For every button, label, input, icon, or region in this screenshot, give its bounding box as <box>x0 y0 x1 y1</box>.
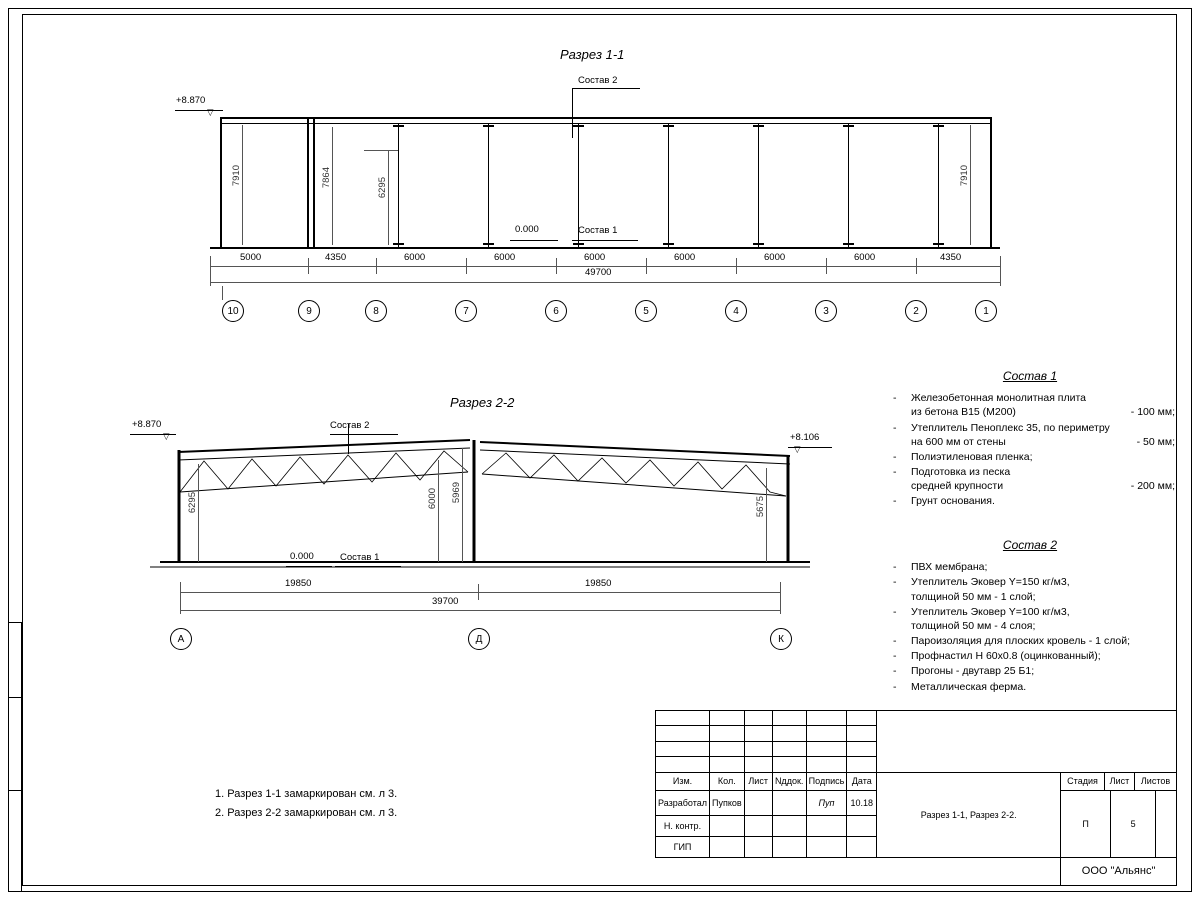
composition-1-item-4 <box>885 494 1175 508</box>
stamp-sheets-header: Листов <box>1140 776 1171 787</box>
section1-dim-h4: 7910 <box>959 165 970 187</box>
composition-2-item-4 <box>885 649 1175 663</box>
section1-dimtick-8 <box>916 258 917 274</box>
section1-cap-2 <box>933 125 944 127</box>
stamp-role-1: Н. контр. <box>656 816 710 837</box>
composition-2-item-1-text: Утеплитель Эковер Y=150 кг/м3, <box>911 576 1070 589</box>
composition-2-item-0-text: ПВХ мембрана; <box>911 561 988 574</box>
section1-dim-h3: 6295 <box>377 177 388 199</box>
section1-callout-top-label: Состав 2 <box>578 75 618 86</box>
stamp-blank <box>772 711 806 726</box>
composition-1-item-4-text: Грунт основания. <box>911 495 995 508</box>
stamp-blank <box>744 757 772 772</box>
stamp-blank <box>744 790 772 816</box>
sheet-left-margin-divider-2 <box>8 790 22 791</box>
section1-base-4 <box>753 243 764 245</box>
bullet-dash-icon: - <box>893 421 897 434</box>
stamp-blank <box>806 757 847 772</box>
composition-2-item-5 <box>885 664 1175 678</box>
stamp-blank <box>744 726 772 741</box>
section1-column-8 <box>398 123 399 247</box>
section1-column-axis9a <box>307 117 309 247</box>
stamp-blank <box>847 741 877 756</box>
section1-column-3 <box>848 123 849 247</box>
title-block <box>655 710 1177 886</box>
section1-axis-bubble-10: 10 <box>222 300 244 322</box>
section2-geometry-svg <box>150 420 810 585</box>
section2-callout-top-label: Состав 2 <box>330 420 370 431</box>
section2-dim-h4: 5675 <box>755 496 766 518</box>
sheet-left-margin-divider-1 <box>8 697 22 698</box>
section2-drawing <box>150 420 800 585</box>
composition-1-item-3 <box>885 465 1175 493</box>
section1-base-3 <box>843 243 854 245</box>
stamp-blank <box>656 741 710 756</box>
section2-dimtick-d <box>478 584 479 600</box>
section1-axis-bubble-2: 2 <box>905 300 927 322</box>
composition-1 <box>885 368 1175 510</box>
section1-cap-4 <box>753 125 764 127</box>
stamp-blank <box>772 741 806 756</box>
section1-dim-h1: 7910 <box>231 165 242 187</box>
section1-title: Разрез 1-1 <box>560 47 625 62</box>
section1-span-5: 6000 <box>674 252 696 263</box>
section2-axis-bubble-a: А <box>170 628 192 650</box>
composition-2-item-3-text: Пароизоляция для плоских кровель - 1 слой; <box>911 635 1131 648</box>
stamp-header-list: Лист <box>744 772 772 790</box>
bullet-dash-icon: - <box>893 680 897 693</box>
section2-axis-bubble-d: Д <box>468 628 490 650</box>
section1-span-1: 4350 <box>325 252 347 263</box>
section1-base-6 <box>573 243 584 245</box>
composition-2-item-1 <box>885 575 1175 603</box>
composition-2-item-2 <box>885 605 1175 633</box>
section1-floor-line <box>210 247 1000 249</box>
stamp-sheets-value <box>1156 791 1176 857</box>
section1-axis-bubble-9: 9 <box>298 300 320 322</box>
section2-level-left-arrow: ▽ <box>163 431 170 441</box>
stamp-blank <box>710 711 745 726</box>
composition-1-item-3-text2: средней крупности <box>911 480 1004 493</box>
section1-level-top: +8.870 <box>176 95 206 106</box>
section1-base-5 <box>663 243 674 245</box>
note-2: 2. Разрез 2-2 замаркирован см. л 3. <box>215 806 398 819</box>
section1-span-2: 6000 <box>404 252 426 263</box>
stamp-header-podpis: Подпись <box>806 772 847 790</box>
bullet-dash-icon: - <box>893 635 897 648</box>
section1-span-0: 5000 <box>240 252 262 263</box>
stamp-stage-header-cell <box>1061 772 1177 790</box>
section1-span-8: 4350 <box>940 252 962 263</box>
section2-dim-h1: 6295 <box>187 492 198 514</box>
section1-dimtick-0 <box>210 256 211 286</box>
stamp-blank <box>847 757 877 772</box>
composition-2-item-6-text: Металлическая ферма. <box>911 680 1027 693</box>
section1-column-7 <box>488 123 489 247</box>
stamp-stage-value: П <box>1061 791 1110 857</box>
section1-level-zero-line <box>510 240 558 241</box>
stamp-blank <box>806 741 847 756</box>
stamp-blank <box>656 711 710 726</box>
section2-dimtick-a <box>180 582 181 614</box>
section1-dimtick-5 <box>646 258 647 274</box>
composition-1-item-0-text: Железобетонная монолитная плита <box>911 392 1087 405</box>
stamp-list-header: Лист <box>1104 773 1134 790</box>
stamp-bottom-title-blank <box>877 857 1061 885</box>
composition-2-title: Состав 2 <box>1002 538 1058 552</box>
bullet-dash-icon: - <box>893 605 897 618</box>
section2-title: Разрез 2-2 <box>450 395 515 410</box>
section1-base-2 <box>933 243 944 245</box>
composition-1-item-0-value: - 100 мм; <box>1130 406 1175 419</box>
section1-drawing <box>180 95 1000 275</box>
section2-level-zero: 0.000 <box>290 551 314 562</box>
stamp-blank <box>772 816 806 837</box>
composition-2-item-2-text: Утеплитель Эковер Y=100 кг/м3, <box>911 605 1070 618</box>
note-1: 1. Разрез 1-1 замаркирован см. л 3. <box>215 788 398 800</box>
composition-1-title: Состав 1 <box>1002 369 1058 383</box>
section2-dim-h2: 6000 <box>427 488 438 510</box>
stamp-signature-1 <box>806 816 847 837</box>
section1-cap-8 <box>393 125 404 127</box>
composition-2-item-4-text: Профнастил Н 60х0.8 (оцинкованный); <box>911 650 1101 663</box>
composition-2-item-2-text2: толщиной 50 мм - 4 слоя; <box>911 619 1036 632</box>
section1-cap-7 <box>483 125 494 127</box>
section1-axis-bubble-1: 1 <box>975 300 997 322</box>
section1-column-2 <box>938 123 939 247</box>
section1-roof-bottom <box>220 123 992 124</box>
stamp-blank <box>710 741 745 756</box>
stamp-date-0: 10.18 <box>847 790 877 816</box>
section2-total-line <box>180 610 780 611</box>
stamp-header-kol: Кол. <box>710 772 745 790</box>
section2-callout-bottom-label: Состав 1 <box>340 552 380 563</box>
section1-dimtick-4 <box>556 258 557 274</box>
section1-axis-bubble-6: 6 <box>545 300 567 322</box>
section1-dimtick-2 <box>376 258 377 274</box>
stamp-blank <box>710 757 745 772</box>
section1-cap-6 <box>573 125 584 127</box>
stamp-upper-right-blank <box>877 711 1177 773</box>
composition-2 <box>885 537 1175 695</box>
section1-axis-bubble-5: 5 <box>635 300 657 322</box>
section2-level-top-left: +8.870 <box>132 419 162 430</box>
stamp-name-0: Пупков <box>710 790 745 816</box>
composition-2-item-6 <box>885 680 1175 694</box>
stamp-blank <box>656 726 710 741</box>
stamp-blank <box>744 837 772 858</box>
section1-level-top-arrow: ▽ <box>207 107 214 117</box>
composition-1-item-1-text: Утеплитель Пеноплекс 35, по периметру <box>911 421 1110 434</box>
section1-wall-right <box>990 117 992 247</box>
section2-dim-h3: 5969 <box>451 482 462 504</box>
stamp-blank <box>744 711 772 726</box>
section1-cap-3 <box>843 125 854 127</box>
stamp-role-0: Разработал <box>656 790 710 816</box>
composition-1-item-1 <box>885 421 1175 449</box>
stamp-header-izm: Изм. <box>656 772 710 790</box>
section2-span-1: 19850 <box>585 578 612 589</box>
section1-dimtick-6 <box>736 258 737 274</box>
stamp-stage-header: Стадия <box>1061 773 1104 790</box>
section1-level-zero: 0.000 <box>515 224 539 235</box>
stamp-bottom-left-blank <box>656 857 877 885</box>
stamp-date-2 <box>847 837 877 858</box>
title-block-table <box>655 710 1177 886</box>
bullet-dash-icon: - <box>893 650 897 663</box>
section1-wall-left <box>220 117 222 247</box>
section1-callout-top-underline <box>572 88 640 89</box>
section1-base-8 <box>393 243 404 245</box>
section1-span-4: 6000 <box>584 252 606 263</box>
section1-span-3: 6000 <box>494 252 516 263</box>
composition-1-item-0-text2: из бетона В15 (М200) <box>911 406 1016 419</box>
section2-dimchain-line <box>180 592 780 593</box>
bullet-dash-icon: - <box>893 392 897 405</box>
section1-axis-leader-10 <box>222 286 223 300</box>
stamp-signature-0: Пуп <box>806 790 847 816</box>
section1-column-5 <box>668 123 669 247</box>
stamp-date-1 <box>847 816 877 837</box>
bullet-dash-icon: - <box>893 665 897 678</box>
section1-span-6: 6000 <box>764 252 786 263</box>
composition-1-item-3-text: Подготовка из песка <box>911 466 1011 479</box>
stamp-blank <box>806 726 847 741</box>
stamp-blank <box>847 711 877 726</box>
section1-axis-bubble-3: 3 <box>815 300 837 322</box>
section2-dim-h2-line <box>438 460 439 562</box>
stamp-blank <box>656 757 710 772</box>
composition-1-item-2 <box>885 450 1175 464</box>
composition-1-item-0 <box>885 391 1175 419</box>
bullet-dash-icon: - <box>893 466 897 479</box>
stamp-name-2 <box>710 837 745 858</box>
section1-axis-bubble-8: 8 <box>365 300 387 322</box>
section2-level-zero-line <box>286 566 332 567</box>
stamp-blank <box>847 726 877 741</box>
section1-axis-bubble-7: 7 <box>455 300 477 322</box>
bullet-dash-icon: - <box>893 561 897 574</box>
section1-dimtick-7 <box>826 258 827 274</box>
section2-level-right-arrow: ▽ <box>794 444 801 454</box>
bullet-dash-icon: - <box>893 576 897 589</box>
section2-span-0: 19850 <box>285 578 312 589</box>
stamp-blank <box>772 726 806 741</box>
section1-dimtick-1 <box>308 258 309 274</box>
section1-axis-bubble-4: 4 <box>725 300 747 322</box>
section1-callout-bottom-underline <box>572 240 638 241</box>
section1-dimtick-3 <box>466 258 467 274</box>
stamp-blank <box>806 711 847 726</box>
stamp-blank <box>744 741 772 756</box>
stamp-signature-2 <box>806 837 847 858</box>
section1-total-value: 49700 <box>585 267 612 278</box>
bullet-dash-icon: - <box>893 495 897 508</box>
stamp-blank <box>772 837 806 858</box>
section2-dim-h3-line <box>462 448 463 562</box>
composition-2-item-3 <box>885 634 1175 648</box>
composition-1-item-3-value: - 200 мм; <box>1130 480 1175 493</box>
stamp-blank <box>772 790 806 816</box>
section1-dim-h2: 7864 <box>321 167 332 189</box>
section2-axis-bubble-k: К <box>770 628 792 650</box>
section1-roof-top <box>220 117 992 119</box>
stamp-role-2: ГИП <box>656 837 710 858</box>
section2-dimtick-k <box>780 582 781 614</box>
composition-2-item-5-text: Прогоны - двутавр 25 Б1; <box>911 665 1035 678</box>
section2-callout-bottom-underline <box>335 566 401 567</box>
composition-1-item-1-value: - 50 мм; <box>1136 435 1175 448</box>
composition-1-item-2-text: Полиэтиленовая пленка; <box>911 450 1033 463</box>
sheet-left-margin-block <box>8 622 22 892</box>
stamp-company: ООО "Альянс" <box>1061 857 1177 885</box>
stamp-header-ndok: Nддок. <box>772 772 806 790</box>
composition-2-item-1-text2: толщиной 50 мм - 1 слой; <box>911 590 1036 603</box>
section1-span-7: 6000 <box>854 252 876 263</box>
section1-dim-h3-tick <box>364 150 398 151</box>
stamp-blank <box>744 816 772 837</box>
notes-block <box>215 785 397 822</box>
stamp-blank <box>710 726 745 741</box>
section1-column-4 <box>758 123 759 247</box>
section1-column-axis9b <box>313 117 315 247</box>
stamp-stage-values-cell <box>1061 790 1177 857</box>
bullet-dash-icon: - <box>893 450 897 463</box>
section2-level-top-right: +8.106 <box>790 432 820 443</box>
section1-dimtick-9 <box>1000 256 1001 286</box>
composition-2-item-0 <box>885 560 1175 574</box>
stamp-name-1 <box>710 816 745 837</box>
section1-total-line <box>210 282 1000 283</box>
composition-1-item-1-text2: на 600 мм от стены <box>911 435 1006 448</box>
stamp-list-value: 5 <box>1111 791 1156 857</box>
section1-base-7 <box>483 243 494 245</box>
section1-cap-5 <box>663 125 674 127</box>
stamp-header-data: Дата <box>847 772 877 790</box>
section1-callout-bottom-label: Состав 1 <box>578 225 618 236</box>
stamp-sheet-title: Разрез 1-1, Разрез 2-2. <box>877 772 1061 857</box>
stamp-blank <box>772 757 806 772</box>
section2-total-value: 39700 <box>432 596 459 607</box>
